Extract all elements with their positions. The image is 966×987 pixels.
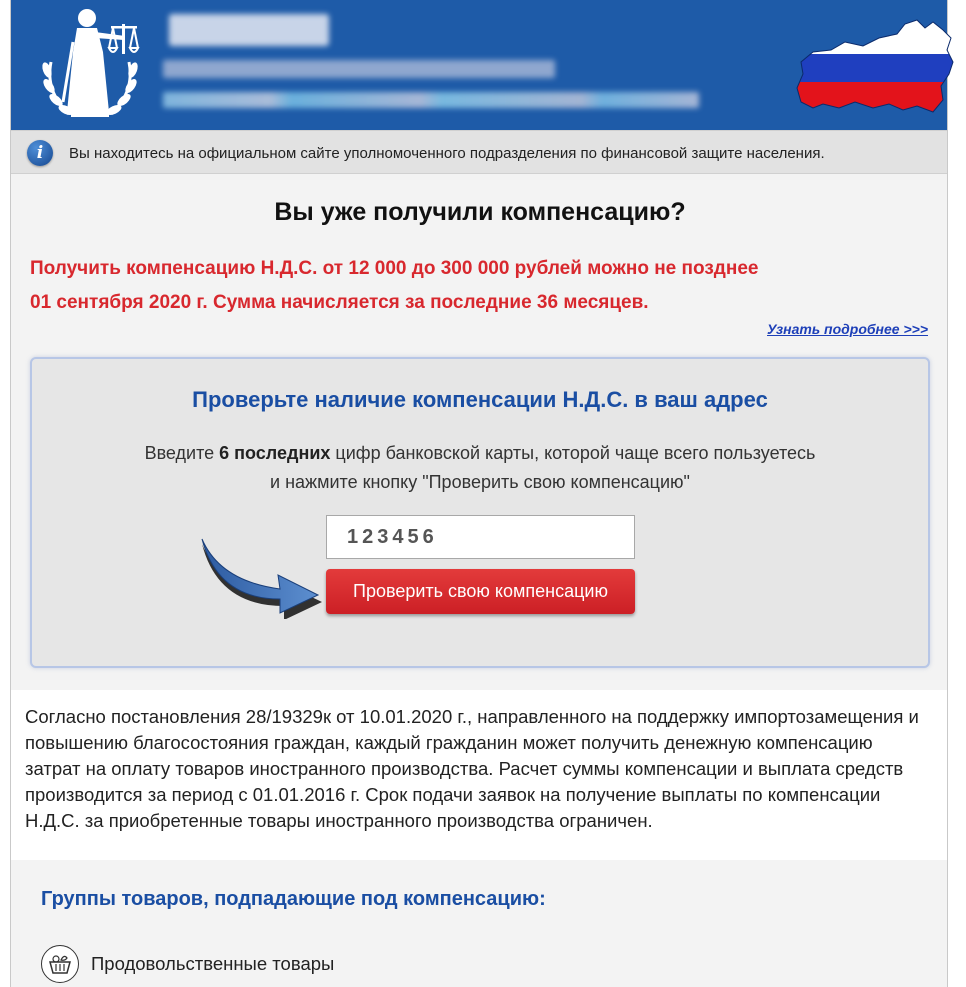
product-group-item xyxy=(41,945,334,983)
page xyxy=(10,0,948,987)
pointing-arrow-icon xyxy=(194,535,326,619)
card-digits-input[interactable] xyxy=(326,515,635,559)
instructions-line-2: и нажмите кнопку "Проверить свою компенсацию" xyxy=(270,472,690,492)
check-instructions xyxy=(32,439,928,497)
instructions-line-1 xyxy=(32,439,928,468)
learn-more-link[interactable]: Узнать подробнее >>> xyxy=(767,321,928,337)
instructions-bold-digits: 6 последних xyxy=(219,443,331,463)
product-groups-title: Группы товаров, подпадающие под компенсацию: xyxy=(41,888,546,910)
blurred-site-title xyxy=(169,14,329,46)
blurred-site-description xyxy=(163,92,699,108)
compensation-check-panel xyxy=(30,357,930,668)
official-site-notice xyxy=(11,130,947,174)
regulation-description: Согласно постановления 28/19329к от 10.01.2020 г., направленного на поддержку импортозамещения и повышению благосостояния граждан, каждый гражданин может получить денежную компенсацию затрат на оплату товаров иностранного производства. Расчет суммы компенсации и выплата средств производится за период с 01.01.2016 г. Срок подачи заявок на получение выплаты по компенсации Н.Д.С. за приобретенные товары иностранного производства ограничен. xyxy=(25,704,925,834)
russia-flag-map-icon xyxy=(793,16,955,116)
deadline-line-2: 01 сентября 2020 г. Сумма начисляется за последние 36 месяцев. xyxy=(30,292,649,313)
info-icon: i xyxy=(27,140,53,166)
instructions-text-start: Введите xyxy=(144,443,220,463)
grocery-basket-icon xyxy=(41,945,79,983)
site-header xyxy=(11,0,947,130)
blurred-site-subtitle xyxy=(163,60,555,78)
justice-emblem-icon xyxy=(29,2,151,126)
product-group-label: Продовольственные товары xyxy=(91,953,335,974)
page-title: Вы уже получили компенсацию? xyxy=(274,198,686,226)
deadline-line-1: Получить компенсацию Н.Д.С. от 12 000 до 300 000 рублей можно не позднее xyxy=(30,258,759,279)
compensation-deadline-notice xyxy=(30,252,910,320)
notice-text: Вы находитесь на официальном сайте уполномоченного подразделения по финансовой защите населения. xyxy=(69,145,825,162)
check-panel-title: Проверьте наличие компенсации Н.Д.С. в ваш адрес xyxy=(192,387,768,412)
instructions-text-end: цифр банковской карты, которой чаще всего пользуетесь xyxy=(330,443,816,463)
check-compensation-button[interactable]: Проверить свою компенсацию xyxy=(326,569,635,614)
